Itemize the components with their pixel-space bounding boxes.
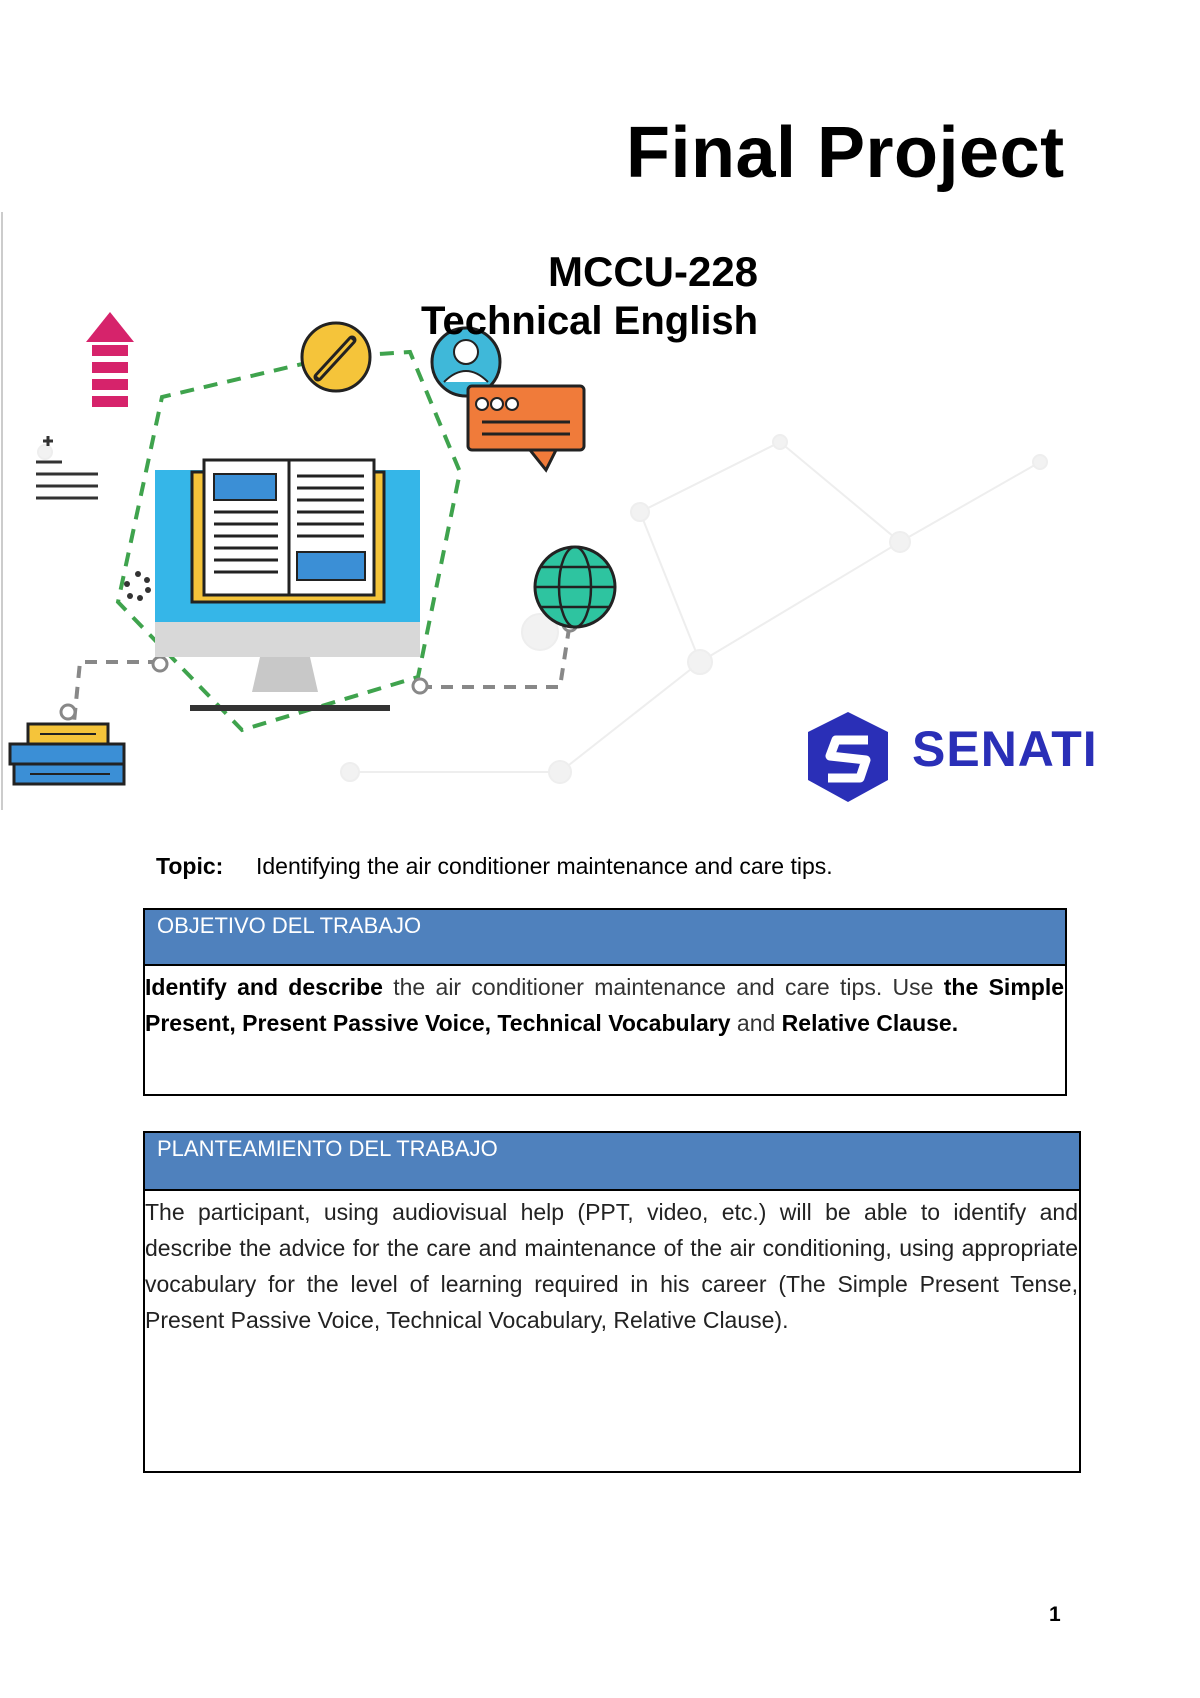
page-number: 1: [1049, 1603, 1061, 1626]
statement-header: PLANTEAMIENTO DEL TRABAJO: [145, 1133, 1079, 1191]
objective-part: and: [730, 1010, 782, 1036]
course-name: Technical English: [421, 299, 759, 343]
objective-text: [145, 966, 1065, 1041]
globe-icon: [535, 547, 615, 627]
topic-label: Topic:: [156, 853, 224, 879]
objective-header: OBJETIVO DEL TRABAJO: [145, 910, 1065, 966]
loading-dots-icon: [124, 571, 151, 601]
upload-arrow-icon: [86, 312, 134, 407]
statement-box: [143, 1131, 1081, 1473]
objective-part: the air conditioner maintenance and care tips. Use: [382, 974, 944, 1000]
topic-text: Identifying the air conditioner maintenance and care tips.: [256, 853, 833, 879]
objective-part: Identify and describe: [145, 974, 383, 1000]
senati-logo-icon: [808, 712, 888, 802]
objective-part: the Simple Present, Present Passive Voice, Technical Vocabulary: [145, 974, 1064, 1036]
brand-name: SENATI: [912, 721, 1098, 777]
book-stack-icon: [10, 724, 124, 784]
topic-line: [156, 853, 833, 880]
open-book-icon: [192, 460, 384, 602]
pencil-icon: [302, 323, 370, 391]
page-title: Final Project: [626, 113, 1065, 193]
chat-bubble-icon: [468, 386, 584, 470]
objective-part: Relative Clause.: [781, 1010, 959, 1036]
statement-text: The participant, using audiovisual help (PPT, video, etc.) will be able to identify and describe the advice for the care and maintenance of the air conditioning, using appropriate vocabulary for the level of learning required in his career (The Simple Present Tense, Present Passive Voice, Technical Vocabulary, Relative Clause).: [145, 1199, 1078, 1333]
course-code: MCCU-228: [548, 248, 759, 295]
objective-box: [143, 908, 1067, 1096]
